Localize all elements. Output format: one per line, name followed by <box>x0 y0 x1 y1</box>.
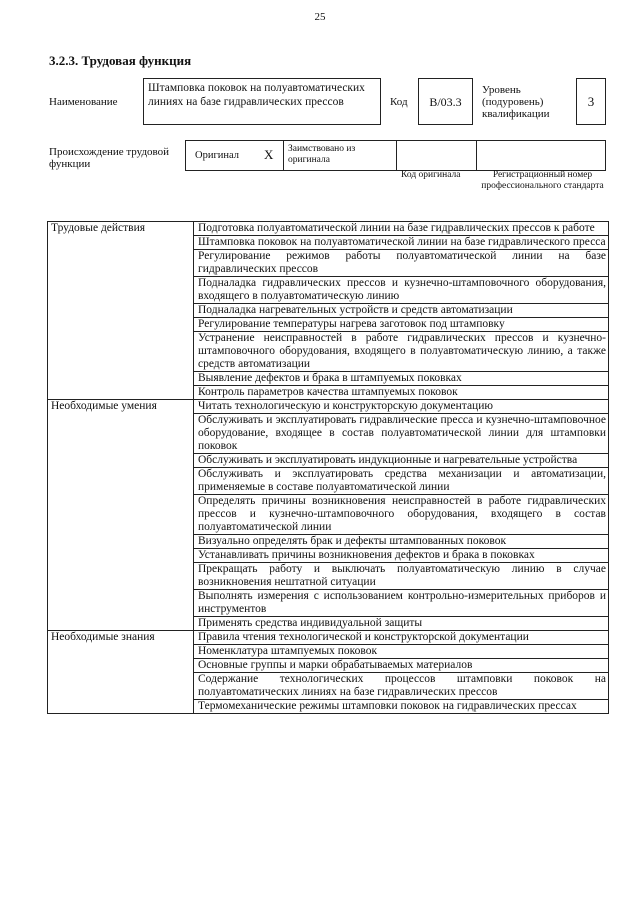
page-number: 25 <box>314 11 326 23</box>
origin-label: Происхождение трудовой функции <box>49 146 170 170</box>
function-name: Штамповка поковок на полуавтоматических линиях на базе гидравлических прессов <box>148 82 365 108</box>
code-value: В/03.3 <box>418 78 473 125</box>
original-label: Оригинал <box>195 150 239 161</box>
requirement-item: Штамповка поковок на полуавтоматической линии на базе гидравлического пресса <box>194 236 609 250</box>
level-value: 3 <box>576 78 606 125</box>
requirement-item: Обслуживать и эксплуатировать средства механизации и автоматизации, применяемые в составе полуавтоматической линии <box>194 468 609 495</box>
reg-caption: Регистрационный номер профессионального стандарта <box>481 170 604 191</box>
table-row <box>48 400 609 414</box>
requirement-item: Устранение неисправностей в работе гидравлических прессов и кузнечно-штамповочного оборудования, входящего в полуавтоматическую линию, а также средств автоматизации <box>194 332 609 372</box>
section-category: Необходимые умения <box>48 400 194 631</box>
requirement-item: Определять причины возникновения неисправностей в работе гидравлических прессов и кузнечно-штамповочного оборудования, входящего в состав полуавтоматической линии <box>194 495 609 535</box>
section-title: 3.2.3. Трудовая функция <box>49 53 192 68</box>
requirement-item: Устанавливать причины возникновения дефектов и брака в поковках <box>194 549 609 563</box>
requirement-item: Подналадка гидравлических прессов и кузнечно-штамповочного оборудования, входящего в полуавтоматическую линию <box>194 277 609 304</box>
requirement-item: Контроль параметров качества штампуемых поковок <box>194 386 609 400</box>
table-row <box>48 222 609 236</box>
name-label: Наименование <box>49 96 118 108</box>
section-category: Необходимые знания <box>48 631 194 714</box>
requirement-item: Номенклатура штампуемых поковок <box>194 645 609 659</box>
requirement-item: Выявление дефектов и брака в штампуемых поковках <box>194 372 609 386</box>
requirement-item: Регулирование режимов работы полуавтоматической линии на базе гидравлических прессов <box>194 250 609 277</box>
origin-divider-1 <box>283 140 284 171</box>
level-label: Уровень (подуровень) квалификации <box>482 84 550 120</box>
requirement-item: Прекращать работу и выключать полуавтоматическую линию в случае возникновения нештатной ситуации <box>194 563 609 590</box>
origin-divider-2 <box>396 140 397 171</box>
origin-divider-3 <box>476 140 477 171</box>
code-caption: Код оригинала <box>401 170 461 180</box>
requirement-item: Правила чтения технологической и конструкторской документации <box>194 631 609 645</box>
requirement-item: Читать технологическую и конструкторскую документацию <box>194 400 609 414</box>
section-category: Трудовые действия <box>48 222 194 400</box>
requirement-item: Обслуживать и эксплуатировать индукционные и нагревательные устройства <box>194 454 609 468</box>
requirement-item: Обслуживать и эксплуатировать гидравлические пресса и кузнечно-штамповочное оборудование, входящее в состав полуавтоматической линии для штамповки поковок <box>194 414 609 454</box>
table-row <box>48 631 609 645</box>
requirement-item: Выполнять измерения с использованием контрольно-измерительных приборов и инструментов <box>194 590 609 617</box>
requirement-item: Подготовка полуавтоматической линии на базе гидравлических прессов к работе <box>194 222 609 236</box>
requirement-item: Основные группы и марки обрабатываемых материалов <box>194 659 609 673</box>
requirement-item: Содержание технологических процессов штамповки поковок на полуавтоматических линиях на базе гидравлических прессов <box>194 673 609 700</box>
function-name-box <box>143 78 381 125</box>
original-mark: X <box>264 147 274 162</box>
borrowed-label: Заимствовано из оригинала <box>288 144 356 165</box>
requirement-item: Визуально определять брак и дефекты штампованных поковок <box>194 535 609 549</box>
requirements-table <box>47 221 609 714</box>
requirement-item: Термомеханические режимы штамповки поковок на гидравлических прессах <box>194 700 609 714</box>
requirement-item: Применять средства индивидуальной защиты <box>194 617 609 631</box>
requirement-item: Подналадка нагревательных устройств и средств автоматизации <box>194 304 609 318</box>
code-label: Код <box>390 96 408 108</box>
requirement-item: Регулирование температуры нагрева заготовок под штамповку <box>194 318 609 332</box>
